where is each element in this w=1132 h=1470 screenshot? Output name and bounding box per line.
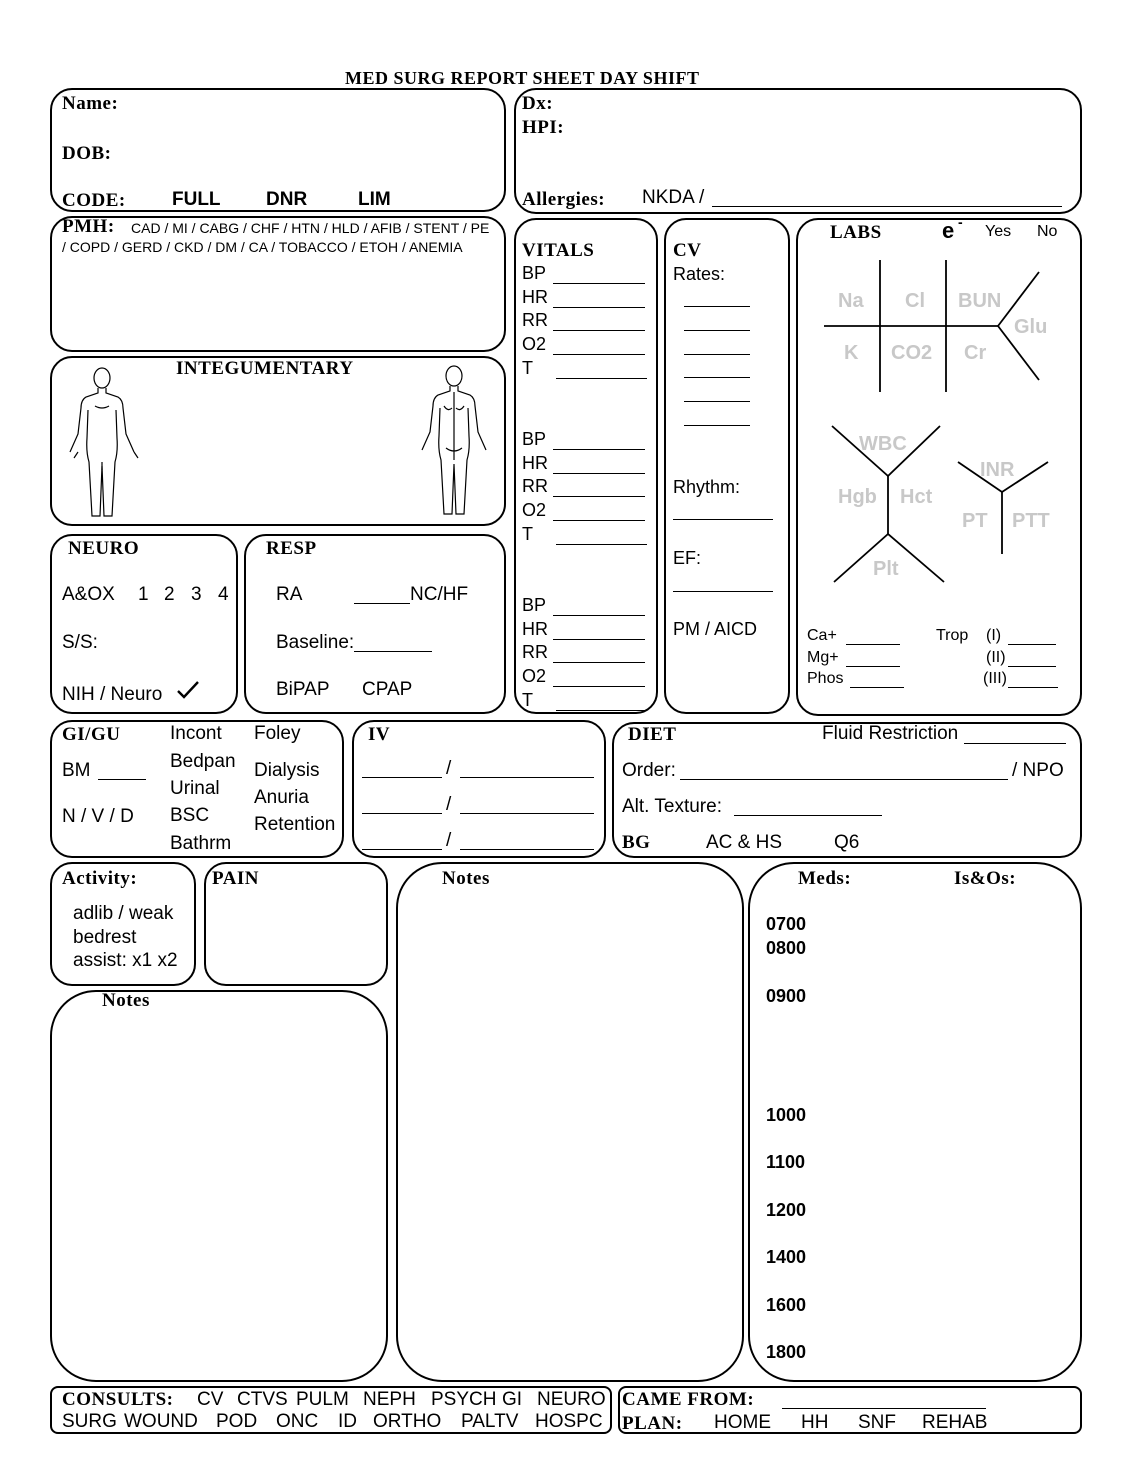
activity-line3[interactable]: assist: x1 x2 — [73, 950, 178, 971]
consult-onc[interactable]: ONC — [276, 1411, 319, 1432]
pmh-line2: / COPD / GERD / CKD / DM / CA / TOBACCO / ETOH / ANEMIA — [62, 239, 463, 255]
rate-line-2[interactable] — [684, 330, 750, 331]
lab-trop: Trop — [936, 627, 969, 644]
fluid-restriction-line[interactable] — [964, 743, 1066, 744]
rhythm-label: Rhythm: — [673, 477, 741, 497]
plan-label: PLAN: — [622, 1413, 683, 1434]
vital-o2-line-1[interactable] — [553, 354, 645, 355]
lab-wbc: WBC — [859, 433, 907, 455]
bg-achs[interactable]: AC & HS — [706, 832, 783, 853]
lab-hct: Hct — [900, 486, 933, 508]
med-time-1400: 1400 — [766, 1247, 807, 1267]
nchf-label: NC/HF — [410, 584, 469, 605]
dx-label: Dx: — [522, 93, 554, 114]
gigu-retention[interactable]: Retention — [254, 814, 336, 835]
body-back-icon — [414, 364, 494, 519]
fluid-restriction-label: Fluid Restriction — [822, 723, 959, 744]
vital-o2-2: O2 — [522, 500, 547, 521]
integumentary-label: INTEGUMENTARY — [176, 358, 354, 379]
rate-line-3[interactable] — [684, 354, 750, 355]
page-title: MED SURG REPORT SHEET DAY SHIFT — [345, 68, 700, 88]
aox-4[interactable]: 4 — [218, 584, 229, 605]
vital-o2-line-2[interactable] — [553, 520, 645, 521]
lab-pt: PT — [962, 510, 988, 532]
bm-label: BM — [62, 760, 91, 781]
vital-hr-1: HR — [522, 286, 548, 307]
plan-home[interactable]: HOME — [714, 1412, 771, 1433]
aox-3[interactable]: 3 — [191, 584, 202, 605]
lab-inr: INR — [980, 459, 1015, 481]
notes-middle-box[interactable] — [396, 862, 744, 1382]
dob-label: DOB: — [62, 143, 112, 164]
allergies-value: NKDA / — [642, 187, 705, 208]
vital-rr-line-3[interactable] — [553, 662, 645, 663]
consult-cv[interactable]: CV — [197, 1389, 224, 1410]
vital-hr-line-3[interactable] — [553, 639, 645, 640]
vitals-label: VITALS — [522, 240, 595, 261]
vital-t-line-1[interactable] — [556, 378, 647, 379]
ef-line[interactable] — [673, 591, 773, 592]
vital-hr-line-2[interactable] — [553, 473, 645, 474]
consult-neuro[interactable]: NEURO — [537, 1389, 606, 1410]
rhythm-line[interactable] — [673, 519, 773, 520]
trop-line-3[interactable] — [1008, 687, 1058, 688]
nchf-line[interactable] — [354, 603, 410, 604]
iv-line-b-2[interactable] — [460, 813, 594, 814]
vital-rr-3: RR — [522, 642, 548, 663]
vital-o2-line-3[interactable] — [553, 686, 645, 687]
ef-label: EF: — [673, 548, 702, 568]
consult-gi[interactable]: GI — [502, 1389, 523, 1410]
cpap-option[interactable]: CPAP — [362, 679, 413, 700]
labs-no[interactable]: No — [1037, 223, 1058, 240]
aox-2[interactable]: 2 — [164, 584, 175, 605]
vital-t-line-2[interactable] — [556, 544, 647, 545]
lab-co2: CO2 — [891, 342, 933, 364]
vital-rr-1: RR — [522, 310, 548, 331]
vital-bp-2: BP — [522, 429, 547, 449]
consult-hospc[interactable]: HOSPC — [535, 1411, 603, 1432]
med-time-0800: 0800 — [766, 938, 807, 958]
lab-phos-line[interactable] — [850, 687, 904, 688]
order-label: Order: — [622, 760, 676, 781]
notes-left-label: Notes — [102, 990, 150, 1011]
rate-line-4[interactable] — [684, 377, 750, 378]
gigu-anuria[interactable]: Anuria — [254, 787, 309, 808]
lab-ca: Ca+ — [807, 627, 837, 644]
iv-line-a-3[interactable] — [362, 849, 442, 850]
allergies-line[interactable] — [712, 206, 1062, 207]
consult-pod[interactable]: POD — [216, 1411, 258, 1432]
vital-bp-1: BP — [522, 263, 547, 283]
vital-o2-3: O2 — [522, 666, 547, 687]
lab-mg-line[interactable] — [846, 666, 900, 667]
consult-ortho[interactable]: ORTHO — [373, 1411, 442, 1432]
came-from-label: CAME FROM: — [622, 1389, 755, 1410]
pmh-label: PMH: — [62, 216, 115, 237]
consult-wound[interactable]: WOUND — [124, 1411, 198, 1432]
consult-id[interactable]: ID — [338, 1411, 357, 1432]
ss-label: S/S: — [62, 632, 98, 653]
consult-ctvs[interactable]: CTVS — [237, 1389, 288, 1410]
ra-option[interactable]: RA — [276, 584, 303, 605]
rate-line-5[interactable] — [684, 401, 750, 402]
npo-label[interactable]: / NPO — [1012, 760, 1064, 781]
iv-sep-2: / — [446, 794, 452, 815]
neuro-label: NEURO — [68, 538, 140, 559]
plan-snf[interactable]: SNF — [858, 1412, 896, 1433]
vital-t-1: T — [522, 357, 533, 378]
lab-plt: Plt — [873, 558, 899, 580]
med-time-0900: 0900 — [766, 986, 807, 1006]
vital-rr-line-2[interactable] — [553, 496, 645, 497]
alt-texture-line[interactable] — [734, 815, 882, 816]
code-full[interactable]: FULL — [172, 189, 221, 210]
iv-line-a-2[interactable] — [362, 813, 442, 814]
lab-cl: Cl — [905, 290, 925, 312]
order-line[interactable] — [680, 779, 1008, 780]
plan-hh[interactable]: HH — [801, 1412, 829, 1433]
med-time-1600: 1600 — [766, 1295, 807, 1315]
vital-bp-3: BP — [522, 595, 547, 615]
vital-rr-line-1[interactable] — [553, 330, 645, 331]
activity-line2[interactable]: bedrest — [73, 927, 137, 948]
lab-ptt: PTT — [1012, 510, 1050, 532]
vital-o2-1: O2 — [522, 334, 547, 355]
lab-na: Na — [838, 290, 864, 312]
gigu-urinal[interactable]: Urinal — [170, 778, 220, 799]
vital-hr-2: HR — [522, 452, 548, 473]
aox-label: A&OX — [62, 584, 115, 605]
iv-sep-3: / — [446, 830, 452, 851]
checkmark-icon[interactable] — [176, 680, 200, 700]
came-from-line[interactable] — [782, 1408, 986, 1409]
gigu-bsc[interactable]: BSC — [170, 805, 210, 826]
vital-bp-line-2[interactable] — [553, 449, 645, 450]
vital-bp-line-3[interactable] — [553, 615, 645, 616]
activity-label: Activity: — [62, 868, 138, 889]
vital-rr-2: RR — [522, 476, 548, 497]
lab-ca-line[interactable] — [846, 644, 900, 645]
labs-yes[interactable]: Yes — [985, 223, 1012, 240]
electrolyte-label: e — [942, 218, 955, 243]
iv-sep-1: / — [446, 758, 452, 779]
trop-level-3: (III) — [983, 670, 1007, 687]
trop-line-2[interactable] — [1008, 666, 1056, 667]
allergies-label: Allergies: — [522, 189, 606, 210]
diet-label: DIET — [628, 724, 677, 745]
med-time-1000: 1000 — [766, 1105, 807, 1125]
rates-label: Rates: — [673, 264, 726, 284]
trop-level-2: (II) — [986, 649, 1006, 666]
vital-t-line-3[interactable] — [556, 710, 647, 711]
baseline-label: Baseline: — [276, 632, 355, 653]
bipap-option[interactable]: BiPAP — [276, 679, 330, 700]
pain-label: PAIN — [212, 868, 260, 889]
gigu-incont[interactable]: Incont — [170, 723, 222, 744]
gigu-foley[interactable]: Foley — [254, 723, 301, 744]
code-lim[interactable]: LIM — [358, 189, 391, 210]
gigu-bedpan[interactable]: Bedpan — [170, 751, 236, 772]
trop-level-1: (I) — [986, 627, 1002, 644]
iv-line-b-3[interactable] — [460, 849, 594, 850]
consult-surg[interactable]: SURG — [62, 1411, 117, 1432]
consult-psych[interactable]: PSYCH — [431, 1389, 497, 1410]
vital-bp-line-1[interactable] — [553, 283, 645, 284]
nih-label: NIH / Neuro — [62, 684, 163, 705]
activity-line1[interactable]: adlib / weak — [73, 903, 174, 924]
consult-neph[interactable]: NEPH — [363, 1389, 416, 1410]
plan-rehab[interactable]: REHAB — [922, 1412, 988, 1433]
notes-middle-label: Notes — [442, 868, 490, 889]
bg-label: BG — [622, 832, 651, 853]
vital-hr-line-1[interactable] — [553, 307, 645, 308]
bm-line[interactable] — [98, 779, 146, 780]
body-front-icon — [62, 366, 142, 521]
aox-1[interactable]: 1 — [138, 584, 149, 605]
lab-cr: Cr — [964, 342, 987, 364]
pmh-box — [50, 216, 506, 352]
iv-label: IV — [368, 724, 391, 745]
lab-mg: Mg+ — [807, 649, 839, 666]
lab-k: K — [844, 342, 859, 364]
iv-line-b-1[interactable] — [460, 777, 594, 778]
meds-label: Meds: — [798, 868, 852, 889]
med-time-0700: 0700 — [766, 914, 807, 934]
vital-hr-3: HR — [522, 618, 548, 639]
gigu-dialysis[interactable]: Dialysis — [254, 760, 320, 781]
rate-line-1[interactable] — [684, 306, 750, 307]
rate-line-6[interactable] — [684, 425, 750, 426]
pmh-line1: CAD / MI / CABG / CHF / HTN / HLD / AFIB / STENT / PE — [131, 220, 490, 236]
gigu-label: GI/GU — [62, 724, 121, 745]
vital-t-3: T — [522, 689, 533, 710]
cv-label: CV — [673, 240, 702, 261]
consults-label: CONSULTS: — [62, 1389, 174, 1410]
name-label: Name: — [62, 93, 119, 114]
code-label: CODE: — [62, 190, 126, 211]
consult-paltv[interactable]: PALTV — [461, 1411, 519, 1432]
code-dnr[interactable]: DNR — [266, 189, 308, 210]
nvd-label[interactable]: N / V / D — [62, 806, 134, 827]
vital-t-2: T — [522, 523, 533, 544]
ios-label: Is&Os: — [954, 868, 1017, 889]
labs-label: LABS — [830, 222, 882, 243]
gigu-bathrm[interactable]: Bathrm — [170, 833, 232, 854]
electrolyte-sup: - — [958, 214, 963, 230]
baseline-line[interactable] — [354, 651, 432, 652]
consult-pulm[interactable]: PULM — [296, 1389, 349, 1410]
hpi-label: HPI: — [522, 117, 565, 138]
iv-line-a-1[interactable] — [362, 777, 442, 778]
lab-glu: Glu — [1014, 316, 1048, 338]
notes-left-box[interactable] — [50, 990, 388, 1382]
med-time-1200: 1200 — [766, 1200, 807, 1220]
bg-q6[interactable]: Q6 — [834, 832, 860, 853]
trop-line-1[interactable] — [1008, 644, 1056, 645]
lab-hgb: Hgb — [838, 486, 877, 508]
med-time-1800: 1800 — [766, 1342, 807, 1362]
lab-bun: BUN — [958, 290, 1002, 312]
alt-texture-label: Alt. Texture: — [622, 796, 722, 817]
lab-phos: Phos — [807, 670, 844, 687]
pm-aicd-label: PM / AICD — [673, 619, 758, 639]
med-time-1100: 1100 — [766, 1152, 806, 1172]
resp-label: RESP — [266, 538, 317, 559]
